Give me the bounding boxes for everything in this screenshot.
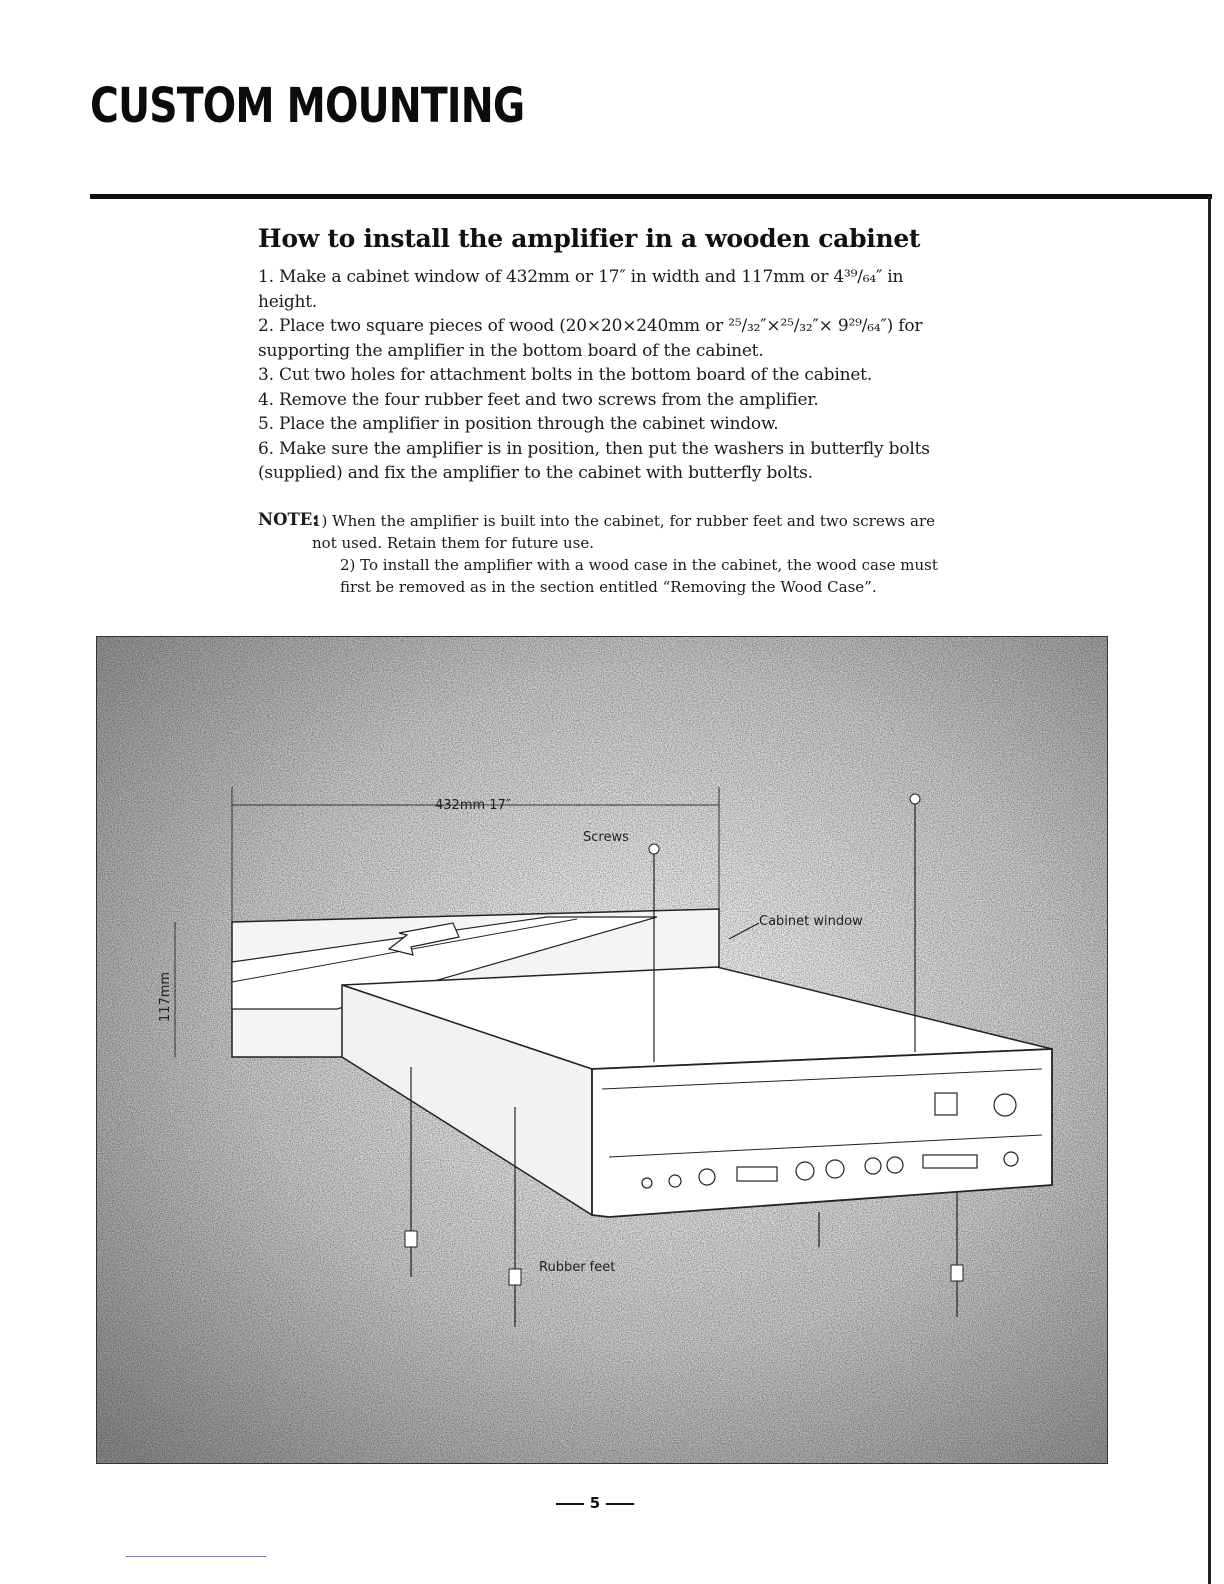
screws-label: Screws: [583, 830, 629, 845]
step-4: 4. Remove the four rubber feet and two screws from the amplifier.: [258, 389, 819, 410]
page-number-dash-right: [606, 1503, 634, 1505]
step-1: 1. Make a cabinet window of 432mm or 17″ in width and 117mm or 4³⁹/₆₄″ in height.: [258, 267, 904, 312]
section-heading: How to install the amplifier in a wooden cabinet: [258, 224, 921, 253]
note-2: 2) To install the amplifier with a wood case in the cabinet, the wood case must first be removed as in the section entitled “Removing the Wood Case”.: [340, 556, 938, 596]
step-2: 2. Place two square pieces of wood (20×20×240mm or ²⁵/₃₂″×²⁵/₃₂″× 9²⁹/₆₄″) for supporting the amplifier in the bottom board of the cabinet.: [258, 316, 923, 361]
cabinet-window-label: Cabinet window: [759, 914, 863, 929]
instruction-steps: [258, 265, 948, 486]
note-1: 1) When the amplifier is built into the cabinet, for rubber feet and two screws are not used. Retain them for future use.: [312, 512, 935, 552]
rubber-feet-label: Rubber feet: [539, 1260, 616, 1275]
height-dimension-label: 117mm: [158, 971, 173, 1023]
step-6: 6. Make sure the amplifier is in position, then put the washers in butterfly bolts (supplied) and fix the amplifier to the cabinet with butterfly bolts.: [258, 438, 930, 483]
page-number-value: 5: [589, 1494, 601, 1512]
page-edge-line: [1208, 196, 1211, 1584]
width-dimension-label: 432mm 17″: [435, 798, 511, 813]
page-number-dash-left: [556, 1503, 584, 1505]
step-3: 3. Cut two holes for attachment bolts in the bottom board of the cabinet.: [258, 365, 873, 385]
page-number: [540, 1494, 650, 1512]
notes-block: [258, 510, 948, 598]
installation-diagram: [96, 636, 1108, 1464]
note-label: NOTE:: [258, 510, 319, 529]
title-rule: [90, 194, 1212, 199]
footer-rule: [126, 1556, 266, 1557]
step-5: 5. Place the amplifier in position through the cabinet window.: [258, 414, 779, 434]
page-title: CUSTOM MOUNTING: [90, 78, 525, 134]
